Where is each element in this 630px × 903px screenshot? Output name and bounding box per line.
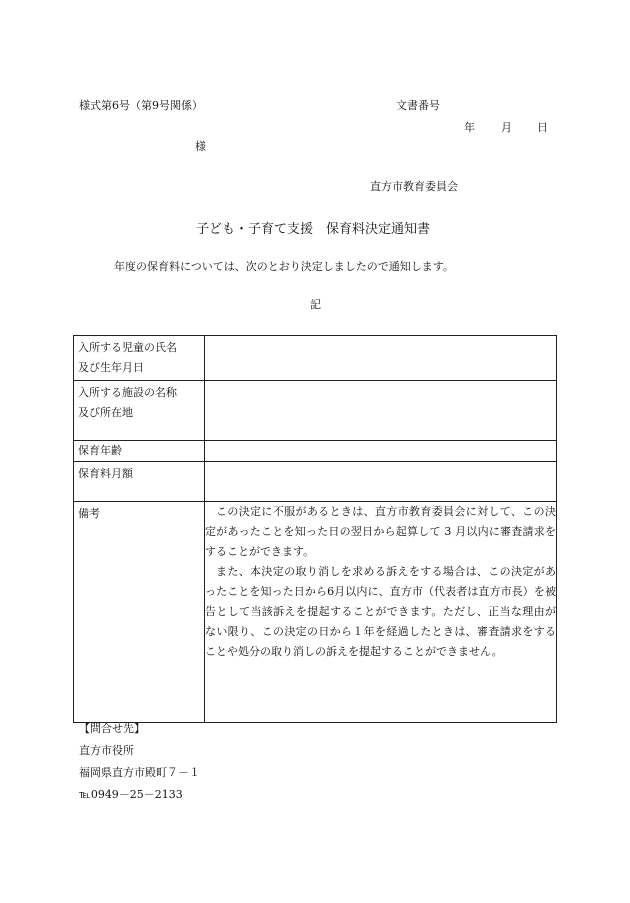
facility-value-cell — [205, 381, 557, 441]
facility-label-line2: 及び所在地 — [78, 406, 133, 419]
document-number-label: 文書番号 — [396, 99, 440, 112]
remarks-label-cell — [74, 502, 205, 723]
monthly-fee-label-cell — [74, 462, 205, 502]
contact-block — [79, 718, 200, 806]
monthly-fee-label: 保育料月額 — [78, 467, 133, 480]
fee-decision-table — [73, 335, 557, 723]
issuer-name: 直方市教育委員会 — [370, 180, 458, 193]
care-age-label-cell — [74, 441, 205, 462]
intro-text: 年度の保育料については、次のとおり決定しましたので通知します。 — [114, 260, 454, 273]
contact-phone: ℡0949－25－2133 — [79, 788, 183, 801]
child-name-label-line2: 及び生年月日 — [78, 361, 144, 374]
table-row — [74, 336, 557, 381]
date-year-label: 年 — [464, 121, 475, 134]
contact-address: 福岡県直方市殿町７－１ — [79, 766, 200, 779]
form-number: 様式第6号（第9号関係） — [79, 99, 203, 112]
table-row — [74, 462, 557, 502]
facility-label-cell — [74, 381, 205, 441]
date-month-label: 月 — [501, 121, 512, 134]
remarks-paragraph-lawsuit: また、本決定の取り消しを求める訴えをする場合は、この決定があったことを知った日から6月以内に、直方市（代表者は直方市長）を被告として当該訴えを提起することができます。ただし、正当な理由がない限り、この決定の日から１年を経過したときは、審査請求をすることや処分の取り消しの訴えを提起することができません。 — [205, 565, 556, 658]
facility-label-line1: 入所する施設の名称 — [78, 386, 177, 399]
remarks-label: 備考 — [78, 507, 100, 520]
remarks-paragraph-appeal: この決定に不服があるときは、直方市教育委員会に対して、この決定があったことを知った日の翌日から起算して 3 月以内に審査請求をすることができます。 — [205, 505, 556, 558]
table-row — [74, 502, 557, 723]
child-name-label-line1: 入所する児童の氏名 — [78, 341, 177, 354]
document-title: 子ども・子育て支援 保育料決定通知書 — [196, 222, 431, 237]
contact-office: 直方市役所 — [79, 744, 134, 757]
table-row — [74, 441, 557, 462]
care-age-value-cell — [205, 441, 557, 462]
addressee-suffix: 様 — [195, 140, 206, 153]
child-name-label-cell — [74, 336, 205, 381]
child-name-value-cell — [205, 336, 557, 381]
table-row — [74, 381, 557, 441]
ki-marker: 記 — [310, 298, 321, 311]
contact-heading: 【問合せ先】 — [79, 722, 145, 735]
care-age-label: 保育年齢 — [78, 444, 122, 457]
monthly-fee-value-cell — [205, 462, 557, 502]
date-day-label: 日 — [537, 121, 548, 134]
remarks-text-cell — [205, 502, 557, 723]
